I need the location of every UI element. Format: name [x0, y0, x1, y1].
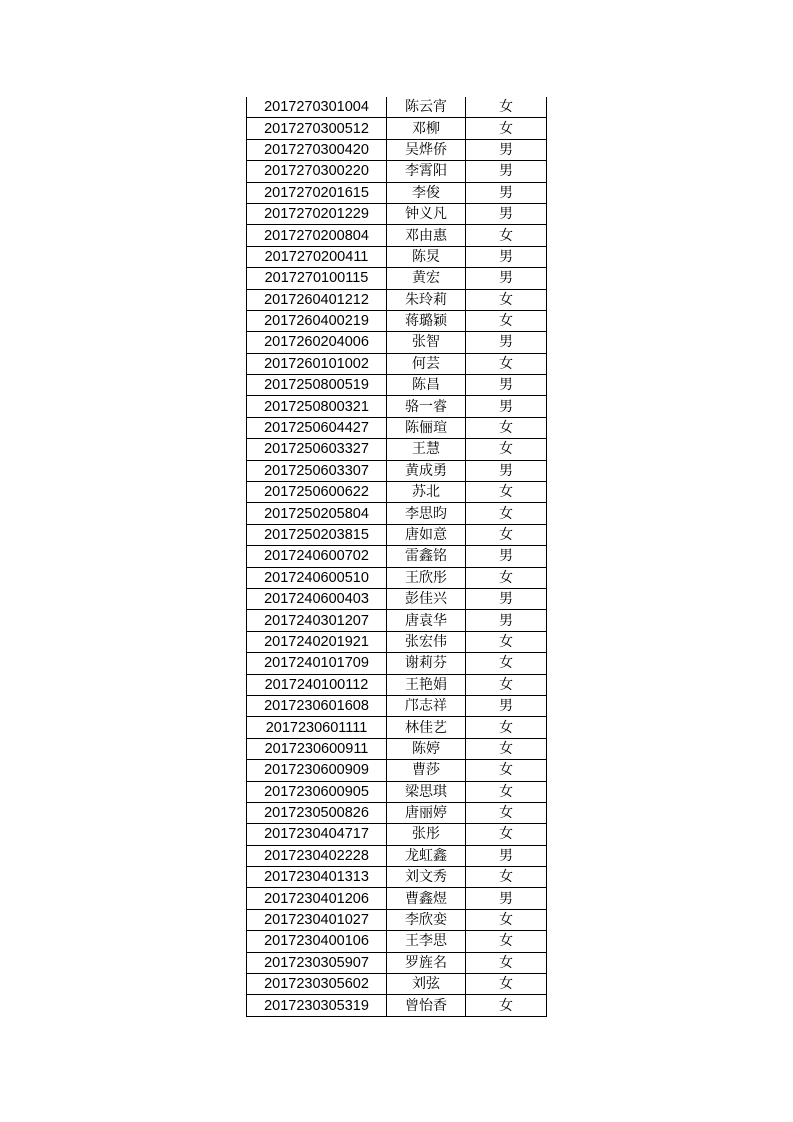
exam-id-cell: 2017260400219 — [247, 310, 387, 331]
table-row — [247, 781, 547, 802]
exam-id-cell: 2017270100115 — [247, 268, 387, 289]
gender-cell: 女 — [466, 524, 547, 545]
exam-id-cell: 2017260401212 — [247, 289, 387, 310]
student-name-cell: 李霄阳 — [387, 161, 466, 182]
exam-id-cell: 2017250205804 — [247, 503, 387, 524]
gender-cell: 男 — [466, 203, 547, 224]
student-name-cell: 龙虹鑫 — [387, 845, 466, 866]
student-name-cell: 李思昀 — [387, 503, 466, 524]
gender-cell: 女 — [466, 952, 547, 973]
gender-cell: 女 — [466, 738, 547, 759]
gender-cell: 男 — [466, 695, 547, 716]
exam-id-cell: 2017230600911 — [247, 738, 387, 759]
table-row — [247, 952, 547, 973]
student-name-cell: 曹鑫煜 — [387, 888, 466, 909]
table-row — [247, 332, 547, 353]
student-name-cell: 骆一睿 — [387, 396, 466, 417]
exam-id-cell: 2017260101002 — [247, 353, 387, 374]
table-row — [247, 182, 547, 203]
roster-table — [246, 97, 547, 1017]
gender-cell: 男 — [466, 546, 547, 567]
student-name-cell: 黄成勇 — [387, 460, 466, 481]
exam-id-cell: 2017260204006 — [247, 332, 387, 353]
exam-id-cell: 2017230601111 — [247, 717, 387, 738]
gender-cell: 女 — [466, 974, 547, 995]
exam-id-cell: 2017230401027 — [247, 909, 387, 930]
student-name-cell: 吴烨侨 — [387, 139, 466, 160]
table-row — [247, 995, 547, 1016]
gender-cell: 女 — [466, 717, 547, 738]
gender-cell: 男 — [466, 246, 547, 267]
table-row — [247, 225, 547, 246]
table-row — [247, 118, 547, 139]
gender-cell: 男 — [466, 396, 547, 417]
table-row — [247, 353, 547, 374]
student-name-cell: 王李思 — [387, 931, 466, 952]
student-name-cell: 朱玲莉 — [387, 289, 466, 310]
gender-cell: 男 — [466, 268, 547, 289]
exam-id-cell: 2017270200411 — [247, 246, 387, 267]
student-name-cell: 王欣彤 — [387, 567, 466, 588]
student-name-cell: 唐如意 — [387, 524, 466, 545]
gender-cell: 男 — [466, 888, 547, 909]
student-name-cell: 彭佳兴 — [387, 588, 466, 609]
exam-id-cell: 2017230601608 — [247, 695, 387, 716]
gender-cell: 男 — [466, 375, 547, 396]
table-row — [247, 289, 547, 310]
gender-cell: 女 — [466, 931, 547, 952]
table-row — [247, 524, 547, 545]
table-row — [247, 824, 547, 845]
exam-id-cell: 2017230500826 — [247, 802, 387, 823]
student-name-cell: 唐丽婷 — [387, 802, 466, 823]
student-name-cell: 刘文秀 — [387, 867, 466, 888]
gender-cell: 女 — [466, 118, 547, 139]
student-name-cell: 陈俪瑄 — [387, 417, 466, 438]
student-name-cell: 陈云宵 — [387, 97, 466, 118]
student-name-cell: 黄宏 — [387, 268, 466, 289]
table-row — [247, 674, 547, 695]
gender-cell: 女 — [466, 482, 547, 503]
table-row — [247, 203, 547, 224]
student-name-cell: 曾怡香 — [387, 995, 466, 1016]
gender-cell: 男 — [466, 610, 547, 631]
student-name-cell: 李俊 — [387, 182, 466, 203]
table-row — [247, 867, 547, 888]
table-row — [247, 482, 547, 503]
table-row — [247, 567, 547, 588]
student-name-cell: 苏北 — [387, 482, 466, 503]
table-row — [247, 375, 547, 396]
exam-id-cell: 2017240301207 — [247, 610, 387, 631]
gender-cell: 女 — [466, 225, 547, 246]
student-name-cell: 邝志祥 — [387, 695, 466, 716]
table-row — [247, 610, 547, 631]
gender-cell: 女 — [466, 909, 547, 930]
exam-id-cell: 2017270201615 — [247, 182, 387, 203]
exam-id-cell: 2017270201229 — [247, 203, 387, 224]
table-row — [247, 396, 547, 417]
table-row — [247, 653, 547, 674]
gender-cell: 女 — [466, 824, 547, 845]
gender-cell: 女 — [466, 417, 547, 438]
gender-cell: 女 — [466, 289, 547, 310]
table-row — [247, 631, 547, 652]
table-row — [247, 503, 547, 524]
table-row — [247, 460, 547, 481]
table-row — [247, 546, 547, 567]
student-name-cell: 张智 — [387, 332, 466, 353]
student-name-cell: 唐袁华 — [387, 610, 466, 631]
gender-cell: 男 — [466, 588, 547, 609]
exam-id-cell: 2017250800519 — [247, 375, 387, 396]
table-row — [247, 802, 547, 823]
gender-cell: 女 — [466, 567, 547, 588]
gender-cell: 女 — [466, 97, 547, 118]
exam-id-cell: 2017270301004 — [247, 97, 387, 118]
exam-id-cell: 2017230600909 — [247, 760, 387, 781]
exam-id-cell: 2017250203815 — [247, 524, 387, 545]
table-row — [247, 695, 547, 716]
table-row — [247, 717, 547, 738]
table-row — [247, 738, 547, 759]
student-name-cell: 罗旌名 — [387, 952, 466, 973]
student-name-cell: 钟义凡 — [387, 203, 466, 224]
exam-id-cell: 2017240100112 — [247, 674, 387, 695]
student-name-cell: 雷鑫铭 — [387, 546, 466, 567]
exam-id-cell: 2017270300420 — [247, 139, 387, 160]
table-row — [247, 161, 547, 182]
student-name-cell: 刘弦 — [387, 974, 466, 995]
exam-id-cell: 2017240201921 — [247, 631, 387, 652]
gender-cell: 男 — [466, 460, 547, 481]
table-row — [247, 845, 547, 866]
student-name-cell: 张彤 — [387, 824, 466, 845]
exam-id-cell: 2017270200804 — [247, 225, 387, 246]
student-name-cell: 张宏伟 — [387, 631, 466, 652]
exam-id-cell: 2017230401206 — [247, 888, 387, 909]
gender-cell: 女 — [466, 653, 547, 674]
table-row — [247, 439, 547, 460]
gender-cell: 男 — [466, 139, 547, 160]
table-row — [247, 760, 547, 781]
student-name-cell: 王慧 — [387, 439, 466, 460]
exam-id-cell: 2017230305602 — [247, 974, 387, 995]
gender-cell: 女 — [466, 867, 547, 888]
exam-id-cell: 2017240101709 — [247, 653, 387, 674]
gender-cell: 女 — [466, 631, 547, 652]
gender-cell: 女 — [466, 503, 547, 524]
student-name-cell: 王艳娟 — [387, 674, 466, 695]
table-row — [247, 417, 547, 438]
gender-cell: 男 — [466, 161, 547, 182]
gender-cell: 女 — [466, 781, 547, 802]
exam-id-cell: 2017240600403 — [247, 588, 387, 609]
gender-cell: 男 — [466, 845, 547, 866]
exam-id-cell: 2017250603307 — [247, 460, 387, 481]
table-row — [247, 909, 547, 930]
student-name-cell: 曹莎 — [387, 760, 466, 781]
exam-id-cell: 2017230305907 — [247, 952, 387, 973]
gender-cell: 女 — [466, 760, 547, 781]
gender-cell: 女 — [466, 310, 547, 331]
student-name-cell: 梁思琪 — [387, 781, 466, 802]
exam-id-cell: 2017240600510 — [247, 567, 387, 588]
gender-cell: 女 — [466, 802, 547, 823]
student-name-cell: 蒋璐颖 — [387, 310, 466, 331]
roster-table-body — [247, 97, 547, 1016]
table-row — [247, 139, 547, 160]
table-row — [247, 246, 547, 267]
student-name-cell: 何芸 — [387, 353, 466, 374]
exam-id-cell: 2017230404717 — [247, 824, 387, 845]
student-name-cell: 邓由惠 — [387, 225, 466, 246]
student-name-cell: 邓柳 — [387, 118, 466, 139]
exam-id-cell: 2017230600905 — [247, 781, 387, 802]
student-name-cell: 林佳艺 — [387, 717, 466, 738]
gender-cell: 女 — [466, 995, 547, 1016]
exam-id-cell: 2017270300512 — [247, 118, 387, 139]
exam-id-cell: 2017250604427 — [247, 417, 387, 438]
gender-cell: 男 — [466, 332, 547, 353]
gender-cell: 女 — [466, 439, 547, 460]
gender-cell: 女 — [466, 674, 547, 695]
table-row — [247, 268, 547, 289]
student-name-cell: 陈婷 — [387, 738, 466, 759]
exam-id-cell: 2017250600622 — [247, 482, 387, 503]
table-row — [247, 97, 547, 118]
exam-id-cell: 2017250603327 — [247, 439, 387, 460]
exam-id-cell: 2017230401313 — [247, 867, 387, 888]
exam-id-cell: 2017240600702 — [247, 546, 387, 567]
student-name-cell: 陈炅 — [387, 246, 466, 267]
gender-cell: 男 — [466, 182, 547, 203]
exam-id-cell: 2017230305319 — [247, 995, 387, 1016]
table-row — [247, 310, 547, 331]
student-name-cell: 谢莉芬 — [387, 653, 466, 674]
exam-id-cell: 2017230402228 — [247, 845, 387, 866]
student-name-cell: 李欣娈 — [387, 909, 466, 930]
exam-id-cell: 2017230400106 — [247, 931, 387, 952]
exam-id-cell: 2017250800321 — [247, 396, 387, 417]
table-row — [247, 931, 547, 952]
table-row — [247, 588, 547, 609]
table-row — [247, 888, 547, 909]
table-row — [247, 974, 547, 995]
exam-id-cell: 2017270300220 — [247, 161, 387, 182]
gender-cell: 女 — [466, 353, 547, 374]
student-name-cell: 陈昌 — [387, 375, 466, 396]
